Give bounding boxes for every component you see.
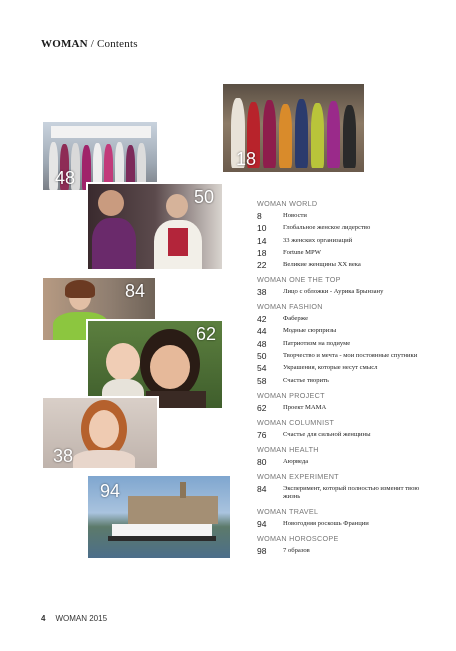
toc-entry[interactable] xyxy=(257,364,432,372)
toc-entry[interactable] xyxy=(257,547,432,555)
toc-entry[interactable] xyxy=(257,404,432,412)
toc-page-number: 14 xyxy=(257,235,267,246)
toc-entry[interactable] xyxy=(257,520,432,528)
toc-section-heading: WOMAN COLUMNIST xyxy=(257,417,335,427)
toc-entry[interactable] xyxy=(257,485,432,501)
toc-page-number: 62 xyxy=(257,402,267,413)
photo-page-number: 62 xyxy=(195,324,216,344)
toc-page-number: 10 xyxy=(257,223,267,234)
toc-entry-title: Счастье творить xyxy=(283,376,329,384)
toc-entry-title: Проект MAMA xyxy=(283,403,327,411)
toc-entry-title: Глобальное женское лидерство xyxy=(283,224,371,232)
toc-entry-title: Новости xyxy=(283,212,307,219)
header-separator: / xyxy=(87,38,97,50)
photo-94 xyxy=(86,474,232,560)
toc-section-heading: WOMAN HOROSCOPE xyxy=(257,533,339,543)
photo-shoulders xyxy=(73,450,135,470)
toc-section-heading: WOMAN TRAVEL xyxy=(257,506,319,516)
toc-entry[interactable] xyxy=(257,249,432,257)
photo-figure xyxy=(343,105,356,168)
toc-page-number: 22 xyxy=(257,260,267,271)
toc-page-number: 42 xyxy=(257,314,267,325)
toc-page-number: 94 xyxy=(257,518,267,529)
toc-section-heading: WOMAN HEALTH xyxy=(257,444,319,454)
toc-entry[interactable] xyxy=(257,288,432,296)
photo-50 xyxy=(86,182,224,271)
toc-section-heading: WOMAN PROJECT xyxy=(257,390,325,400)
header-section: Contents xyxy=(96,38,138,50)
toc-entry-title: 7 образов xyxy=(283,546,310,554)
photo-hair xyxy=(65,280,95,298)
toc-page-number: 48 xyxy=(257,338,267,349)
toc-page-number: 54 xyxy=(257,363,267,374)
toc-page-number: 8 xyxy=(257,211,262,221)
toc-page-number: 44 xyxy=(257,326,267,337)
toc-entry-title: Украшения, которые несут смысл xyxy=(283,364,378,372)
photo-page-number: 94 xyxy=(100,481,121,501)
toc-page-number: 98 xyxy=(257,545,267,556)
toc-entry[interactable] xyxy=(257,327,432,335)
photo-figure xyxy=(279,104,292,168)
page-header xyxy=(41,38,138,50)
toc-page-number: 50 xyxy=(257,351,267,362)
photo-figure xyxy=(311,103,324,168)
toc-entry[interactable] xyxy=(257,212,432,220)
toc-page-number: 84 xyxy=(257,483,267,494)
photo-page-number: 48 xyxy=(55,168,76,188)
photo-page-number: 50 xyxy=(193,187,214,207)
photo-model-left-dress xyxy=(92,218,136,271)
photo-18 xyxy=(221,82,366,174)
toc-entry-title: Фаберже xyxy=(283,315,309,323)
photo-page-number: 84 xyxy=(124,281,145,301)
toc-entry-title: Великие женщины XX века xyxy=(283,261,361,269)
toc-entry[interactable] xyxy=(257,340,432,348)
photo-page-number: 38 xyxy=(53,446,74,466)
page-footer xyxy=(41,614,107,623)
toc-entry-title: Лицо с обложки - Аурика Брынзану xyxy=(283,288,384,296)
toc-entry[interactable] xyxy=(257,377,432,385)
photo-face xyxy=(89,410,119,448)
toc-entry-title: Модные сюрпризы xyxy=(283,327,337,335)
photo-38 xyxy=(41,396,159,470)
toc-entry-title: 33 женских организаций xyxy=(283,236,353,244)
toc-entry-title: Патриотизм на подиуме xyxy=(283,339,351,347)
footer-text: WOMAN 2015 xyxy=(55,614,108,623)
toc-section-heading: WOMAN EXPERIMENT xyxy=(257,471,339,481)
toc-entry-title: Эксперимент, который полностью изменит твою жизнь xyxy=(283,484,420,500)
toc-page-number: 58 xyxy=(257,375,267,386)
toc-entry-title: Fortune MPW xyxy=(283,248,321,256)
toc-page-number: 76 xyxy=(257,429,267,440)
photo-spire xyxy=(180,482,186,498)
toc-entry[interactable] xyxy=(257,458,432,466)
toc-page-number: 38 xyxy=(257,287,267,298)
toc-entry-title: Аюрведа xyxy=(283,457,309,465)
toc-page-number: 80 xyxy=(257,456,267,467)
toc-page-number: 18 xyxy=(257,247,267,258)
footer-page-number: 4 xyxy=(41,614,46,623)
photo-model-left xyxy=(98,190,124,216)
photo-figure xyxy=(327,101,340,168)
toc-section-heading: WOMAN FASHION xyxy=(257,302,323,312)
toc-entry[interactable] xyxy=(257,237,432,245)
photo-embroidery xyxy=(168,228,188,256)
toc-entry[interactable] xyxy=(257,261,432,269)
photo-ship-hull xyxy=(108,536,216,541)
photo-model-right xyxy=(166,194,188,218)
photo-figure xyxy=(263,100,276,168)
toc-entry-title: Новогодняя роскошь Франции xyxy=(283,519,369,527)
toc-section-heading: WOMAN WORLD xyxy=(257,199,318,208)
photo-figure xyxy=(295,99,308,168)
toc-entry-title: Счастье для сильной женщины xyxy=(283,430,371,438)
photo-baby-face xyxy=(106,343,140,381)
photo-mother-face xyxy=(150,345,190,389)
header-brand: WOMAN xyxy=(41,38,88,50)
toc-entry[interactable] xyxy=(257,315,432,323)
toc-section-heading: WOMAN ONE THE TOP xyxy=(257,275,341,285)
toc-entry[interactable] xyxy=(257,431,432,439)
photo-page-number: 18 xyxy=(236,149,257,169)
photo-buildings xyxy=(128,496,218,524)
table-of-contents xyxy=(257,193,432,559)
photo-banner xyxy=(51,126,151,138)
toc-entry-title: Творчество и мечта - мои постоянные спутники xyxy=(283,352,418,360)
toc-entry[interactable] xyxy=(257,352,432,360)
toc-entry[interactable] xyxy=(257,224,432,232)
